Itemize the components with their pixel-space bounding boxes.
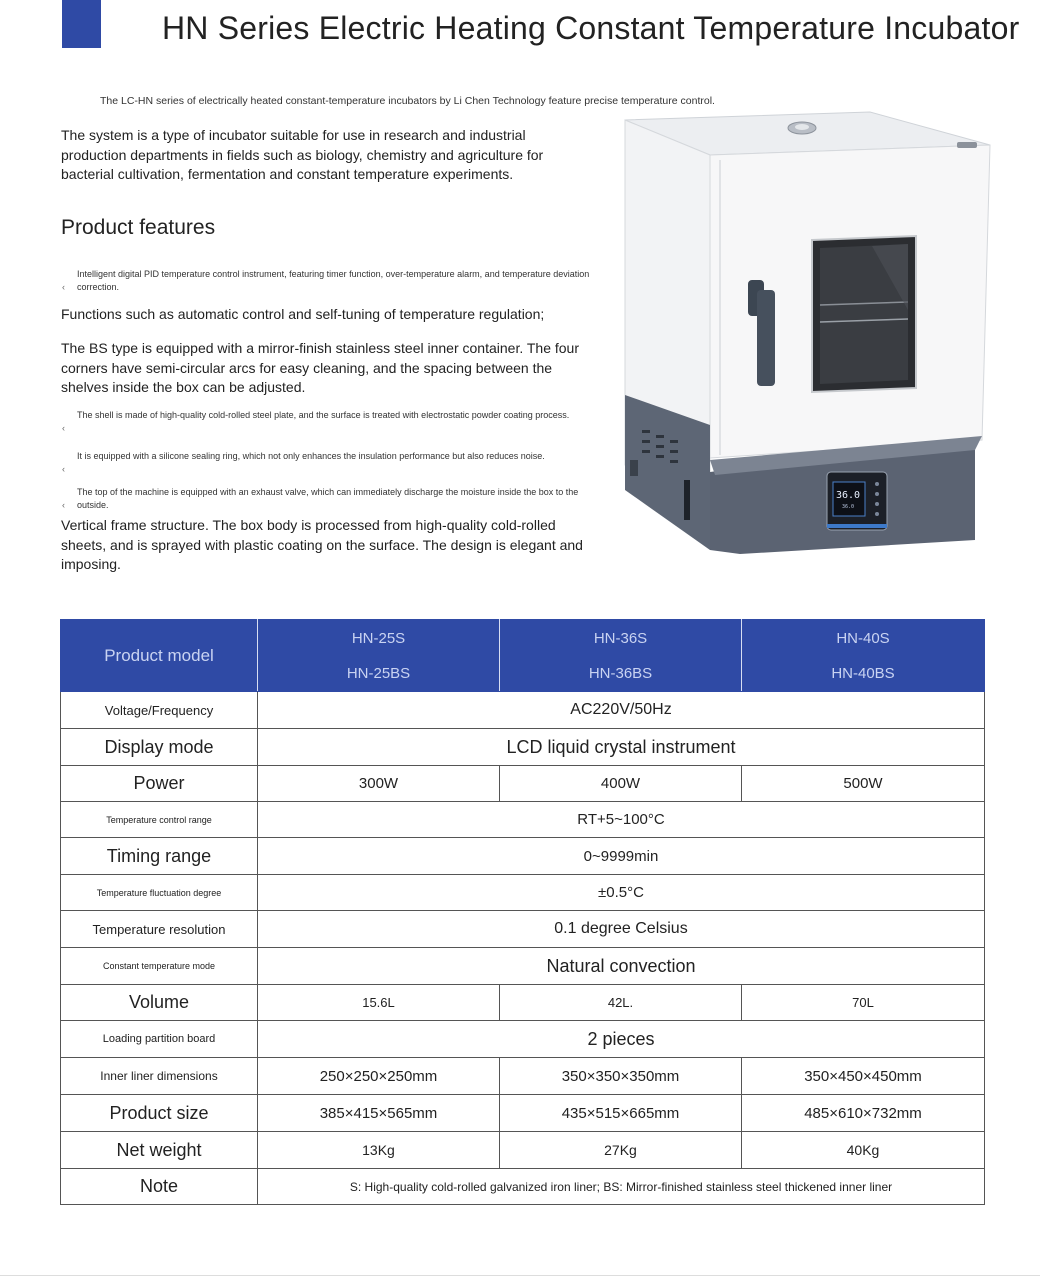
model-s: HN-25S <box>351 629 406 647</box>
table-row <box>61 1169 985 1205</box>
model-bs: HN-36BS <box>588 664 653 682</box>
table-row <box>61 1058 985 1095</box>
row-label: Inner liner dimensions <box>61 1058 258 1095</box>
row-value: 385×415×565mm <box>258 1095 500 1132</box>
feature-item-exhaust <box>62 486 602 512</box>
lcd-set-readout: 36.0 <box>842 504 855 510</box>
model-col-40 <box>742 620 985 692</box>
table-row <box>61 1095 985 1132</box>
row-value: 0~9999min <box>258 838 985 875</box>
feature-item-pid <box>62 268 602 294</box>
table-row <box>61 729 985 766</box>
feature-item-shell <box>62 409 602 433</box>
feature-text: It is equipped with a silicone sealing ring, which not only enhances the insulation performance but also reduces noise. <box>77 451 545 461</box>
row-label: Loading partition board <box>61 1021 258 1058</box>
model-col-36 <box>500 620 742 692</box>
features-heading: Product features <box>61 216 216 239</box>
row-value: 15.6L <box>258 985 500 1021</box>
model-s: HN-40S <box>836 629 890 647</box>
row-value: 42L. <box>500 985 742 1021</box>
row-value: 40Kg <box>742 1132 985 1169</box>
description-paragraph: The system is a type of incubator suitable for use in research and industrial production departments in fields such as biology, chemistry and agriculture for bacterial cultivation, fermentation and constant temperature experiments. <box>61 127 544 182</box>
feature-text: The shell is made of high-quality cold-rolled steel plate, and the surface is treated with electrostatic powder coating process. <box>77 410 570 420</box>
model-bs: HN-40BS <box>831 664 895 682</box>
table-row <box>61 875 985 911</box>
table-row <box>61 1021 985 1058</box>
table-row <box>61 911 985 948</box>
row-value: 250×250×250mm <box>258 1058 500 1095</box>
row-value: ±0.5°C <box>258 875 985 911</box>
row-label: Temperature control range <box>61 802 258 838</box>
row-value: 350×450×450mm <box>742 1058 985 1095</box>
table-row <box>61 838 985 875</box>
bullet-icon: ‹ <box>62 282 65 292</box>
table-row <box>61 766 985 802</box>
row-label: Product size <box>61 1095 258 1132</box>
table-row <box>61 985 985 1021</box>
model-bs: HN-25BS <box>346 664 411 682</box>
table-header-row <box>61 620 985 692</box>
model-col-25 <box>258 620 500 692</box>
row-label: Voltage/Frequency <box>61 692 258 729</box>
model-label: Product model <box>61 620 258 692</box>
brand-accent-block <box>62 0 101 48</box>
feature-item-seal <box>62 450 602 474</box>
row-label: Timing range <box>61 838 258 875</box>
row-label: Temperature fluctuation degree <box>61 875 258 911</box>
row-value: Natural convection <box>258 948 985 985</box>
page-divider <box>0 1275 1040 1276</box>
bullet-icon: ‹ <box>62 500 65 510</box>
row-value: 70L <box>742 985 985 1021</box>
model-s: HN-36S <box>593 629 648 647</box>
row-label: Temperature resolution <box>61 911 258 948</box>
row-value: LCD liquid crystal instrument <box>258 729 985 766</box>
table-row <box>61 1132 985 1169</box>
incubator-product-image <box>620 110 1000 560</box>
row-label: Net weight <box>61 1132 258 1169</box>
bullet-icon: ‹ <box>62 423 65 433</box>
feature-item-auto-control: Functions such as automatic control and self-tuning of temperature regulation; <box>61 306 545 322</box>
row-value: 350×350×350mm <box>500 1058 742 1095</box>
row-value: 27Kg <box>500 1132 742 1169</box>
row-value: 13Kg <box>258 1132 500 1169</box>
row-label: Power <box>61 766 258 802</box>
row-label: Note <box>61 1169 258 1205</box>
row-label: Volume <box>61 985 258 1021</box>
feature-item-bs-type: The BS type is equipped with a mirror-finish stainless steel inner container. The four corners have semi-circular arcs for easy cleaning, and the spacing between the shelves inside the box can be adjusted. <box>61 340 579 395</box>
page-title: HN Series Electric Heating Constant Temperature Incubator <box>162 10 1020 46</box>
row-value: RT+5~100°C <box>258 802 985 838</box>
row-value: S: High-quality cold-rolled galvanized iron liner; BS: Mirror-finished stainless steel thickened inner liner <box>258 1169 985 1205</box>
feature-text: Intelligent digital PID temperature control instrument, featuring timer function, over-temperature alarm, and temperature deviation correction. <box>77 269 590 292</box>
row-value: 485×610×732mm <box>742 1095 985 1132</box>
row-value: 400W <box>500 766 742 802</box>
row-value: 300W <box>258 766 500 802</box>
feature-text: The top of the machine is equipped with an exhaust valve, which can immediately discharge the moisture inside the box to the outside. <box>77 487 579 510</box>
bullet-icon: ‹ <box>62 464 65 474</box>
table-row <box>61 692 985 729</box>
row-value: AC220V/50Hz <box>258 692 985 729</box>
row-value: 435×515×665mm <box>500 1095 742 1132</box>
specification-table <box>60 619 985 1205</box>
row-value: 0.1 degree Celsius <box>258 911 985 948</box>
table-row <box>61 802 985 838</box>
row-label: Constant temperature mode <box>61 948 258 985</box>
lcd-temp-readout: 36.0 <box>836 490 861 501</box>
intro-text: The LC-HN series of electrically heated constant-temperature incubators by Li Chen Technology feature precise temperature control. <box>100 95 715 107</box>
feature-item-frame: Vertical frame structure. The box body is processed from high-quality cold-rolled sheets, and is sprayed with plastic coating on the surface. The design is elegant and imposing. <box>61 517 583 572</box>
row-value: 500W <box>742 766 985 802</box>
table-row <box>61 948 985 985</box>
row-label: Display mode <box>61 729 258 766</box>
row-value: 2 pieces <box>258 1021 985 1058</box>
